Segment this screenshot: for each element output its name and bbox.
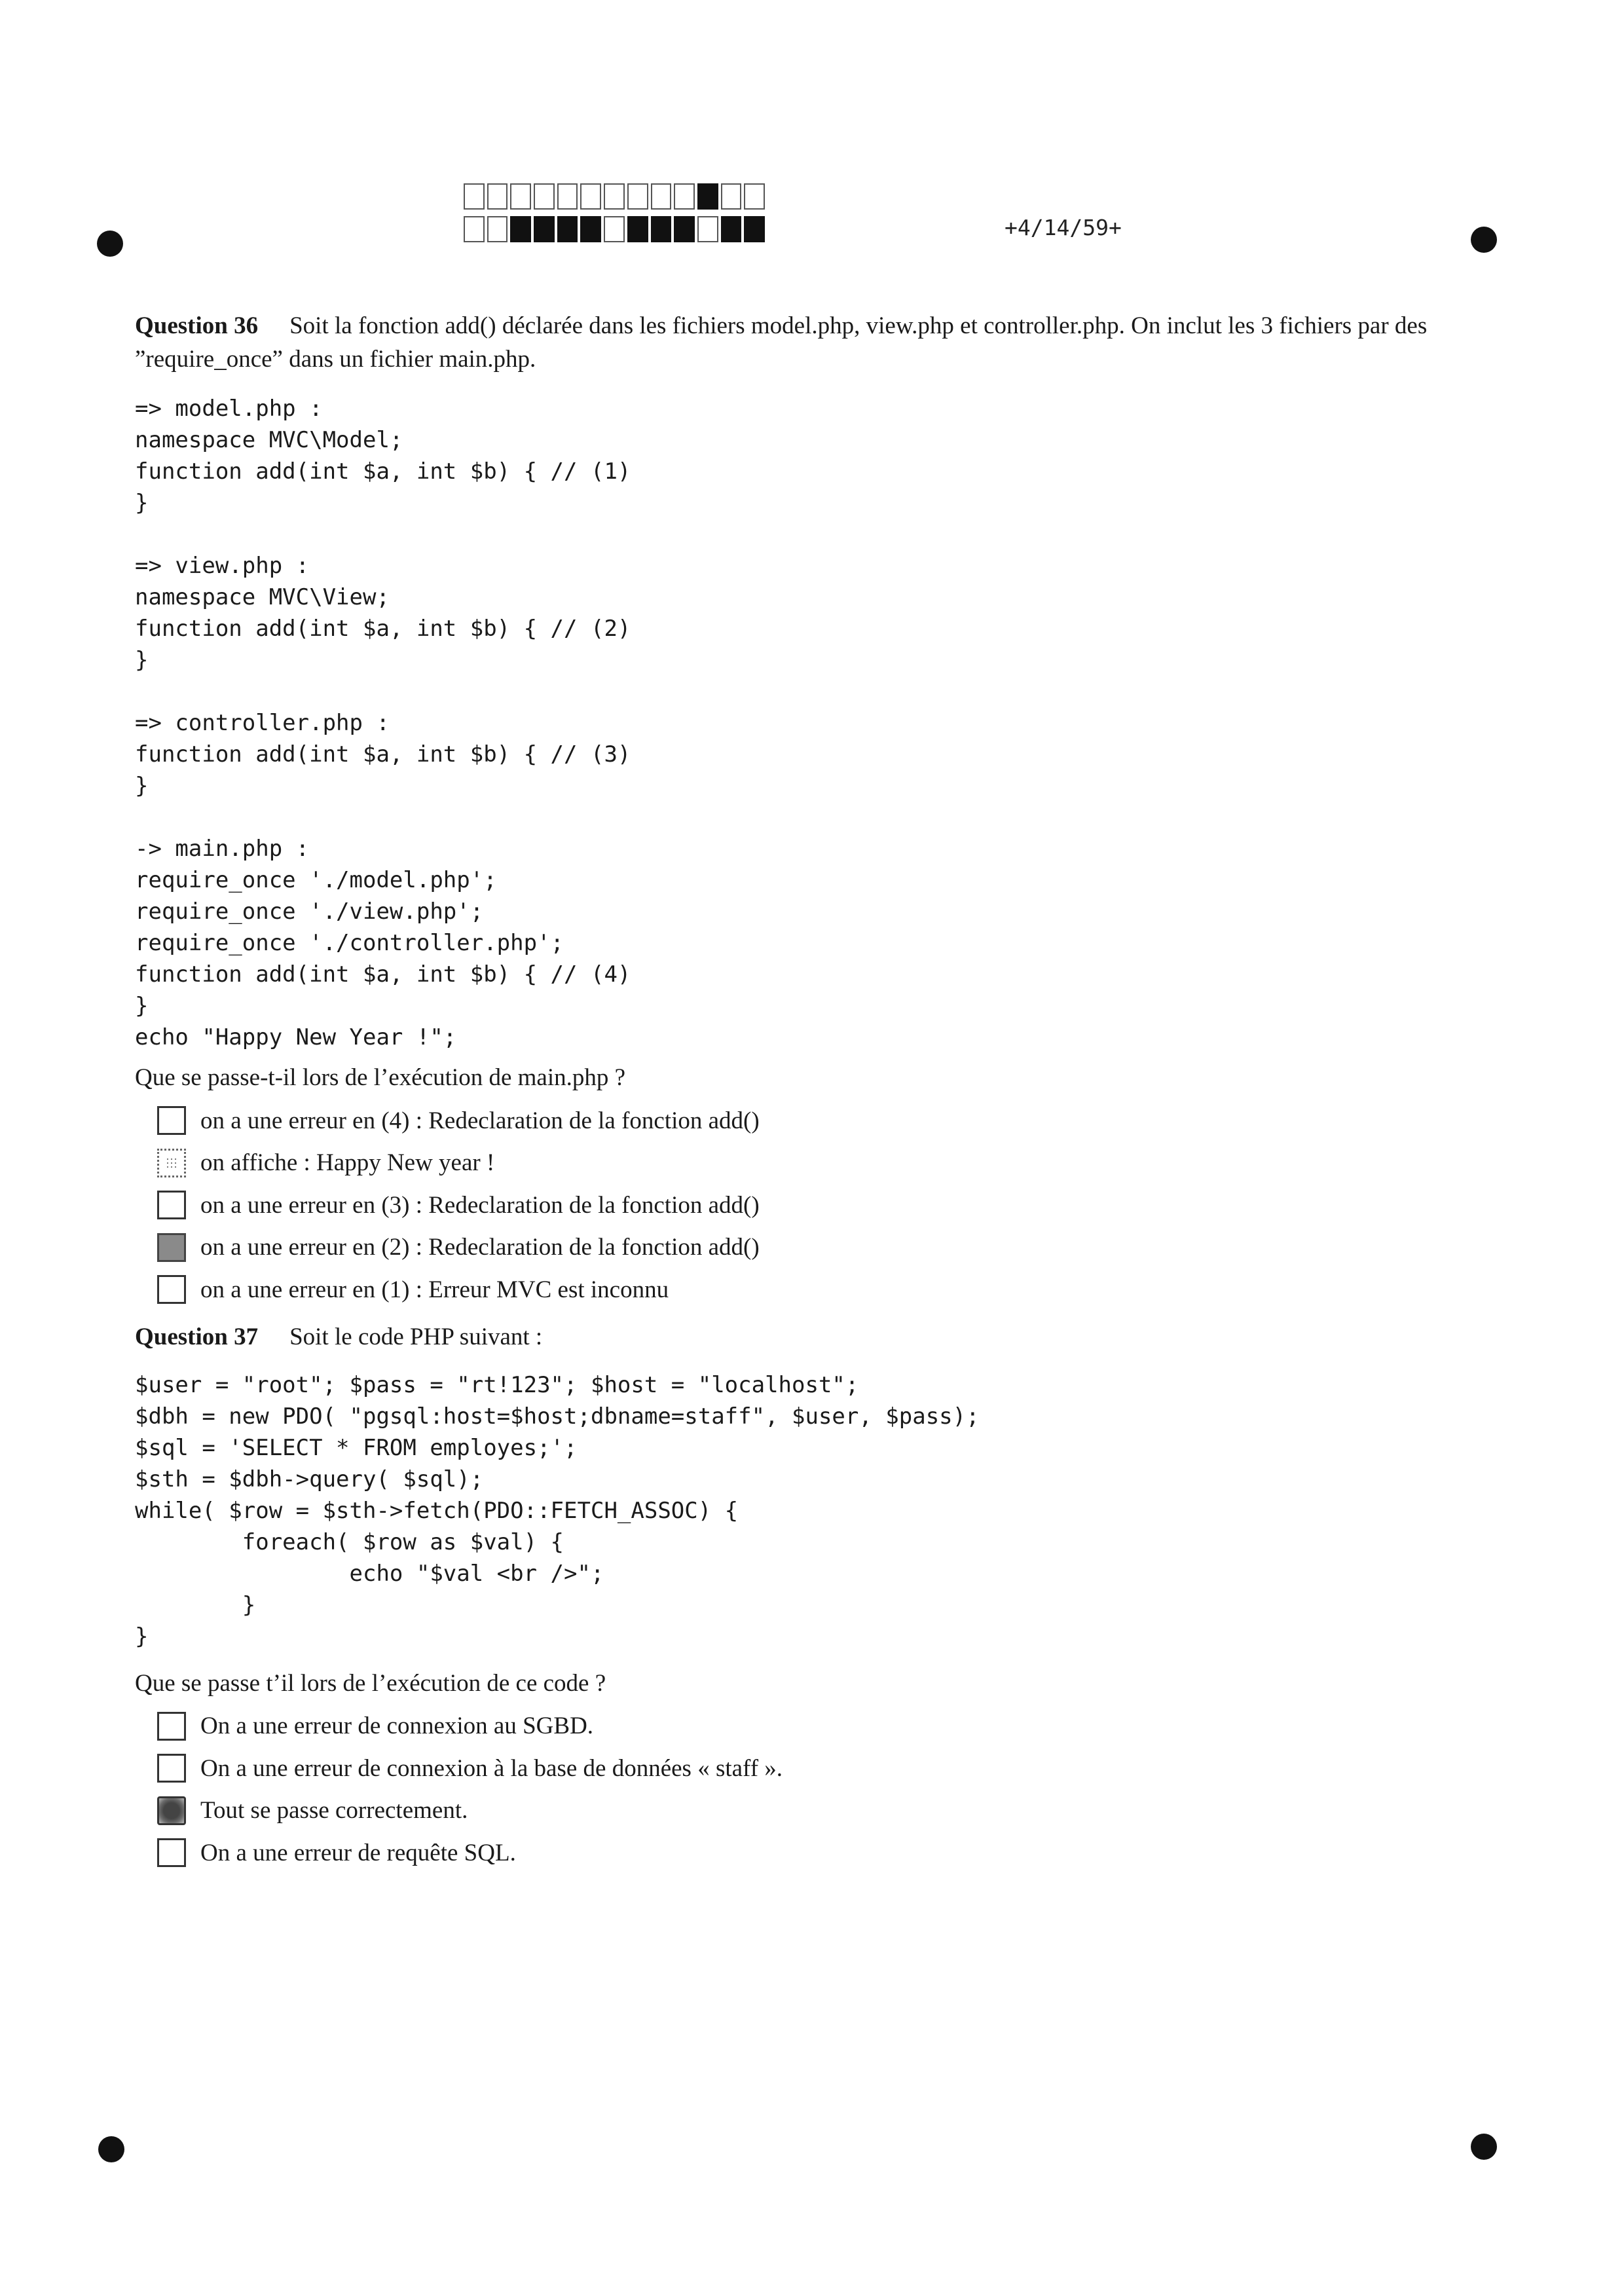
code-line: function add(int $a, int $b) { // (1) <box>135 458 631 485</box>
question-36-text: Soit la fonction add() déclarée dans les fichiers model.php, view.php et controller.php. On inclut les 3 fichiers par des ”require_once” dans un fichier main.php. <box>135 312 1428 373</box>
question-36-number: Question 36 <box>135 312 259 339</box>
question-37-number: Question 37 <box>135 1323 259 1350</box>
barcode-row-2-cell <box>580 216 601 242</box>
code-line: -> main.php : <box>135 836 310 862</box>
code-line: namespace MVC\View; <box>135 584 390 610</box>
answer-label: On a une erreur de connexion au SGBD. <box>200 1713 594 1740</box>
code-line: namespace MVC\Model; <box>135 427 403 453</box>
question-37-options <box>135 1705 1471 1874</box>
answer-option[interactable] <box>135 1227 1471 1269</box>
code-line: } <box>135 490 149 516</box>
barcode-row-1-cell <box>464 183 485 210</box>
barcode-row-2-cell <box>651 216 672 242</box>
barcode-row-2 <box>464 216 765 242</box>
barcode-row-1-cell <box>580 183 601 210</box>
code-line: function add(int $a, int $b) { // (4) <box>135 961 631 988</box>
code-line: $dbh = new PDO( "pgsql:host=$host;dbname=staff", $user, $pass); <box>135 1403 980 1430</box>
answer-checkbox[interactable] <box>157 1838 186 1867</box>
code-line <box>135 802 1471 833</box>
barcode-row-2-cell <box>464 216 485 242</box>
registration-mark-bottom-left <box>98 2136 124 2162</box>
barcode-row-1-cell <box>674 183 695 210</box>
code-line: require_once './view.php'; <box>135 898 484 925</box>
page-identifier: +4/14/59+ <box>1005 215 1122 240</box>
answer-option[interactable] <box>135 1142 1471 1185</box>
barcode-row-1-cell <box>721 183 742 210</box>
answer-label: on affiche : Happy New year ! <box>200 1149 495 1177</box>
barcode-row-2-cell <box>487 216 508 242</box>
answer-option[interactable] <box>135 1184 1471 1227</box>
page-content <box>135 309 1471 1874</box>
question-36-code <box>135 393 1471 1053</box>
answer-option[interactable] <box>135 1705 1471 1748</box>
barcode-row-1-cell <box>487 183 508 210</box>
barcode-row-1 <box>464 183 765 210</box>
code-line: } <box>135 647 149 673</box>
answer-label: on a une erreur en (2) : Redeclaration de la fonction add() <box>200 1234 760 1261</box>
registration-mark-bottom-right <box>1471 2134 1497 2160</box>
answer-label: on a une erreur en (4) : Redeclaration de la fonction add() <box>200 1107 760 1134</box>
question-37-prompt: Que se passe t’il lors de l’exécution de ce code ? <box>135 1669 606 1697</box>
question-37-statement <box>135 1320 1471 1354</box>
barcode-row-2-cell <box>510 216 531 242</box>
question-37-text: Soit le code PHP suivant : <box>289 1323 543 1350</box>
code-line: } <box>135 773 149 799</box>
barcode-row-2-cell <box>534 216 555 242</box>
registration-mark-top-right <box>1471 227 1497 253</box>
code-line: function add(int $a, int $b) { // (2) <box>135 616 631 642</box>
barcode-row-2-cell <box>744 216 765 242</box>
barcode-row-1-cell <box>510 183 531 210</box>
code-line: echo "$val <br />"; <box>135 1560 604 1587</box>
answer-option[interactable] <box>135 1747 1471 1790</box>
question-36-prompt: Que se passe-t-il lors de l’exécution de main.php ? <box>135 1064 626 1091</box>
answer-checkbox[interactable] <box>157 1106 186 1135</box>
answer-option[interactable] <box>135 1790 1471 1832</box>
barcode-row-1-cell <box>534 183 555 210</box>
question-37-code <box>135 1369 1471 1652</box>
answer-checkbox[interactable] <box>157 1712 186 1741</box>
registration-mark-top-left <box>97 231 123 257</box>
code-line: echo "Happy New Year !"; <box>135 1024 457 1050</box>
answer-checkbox[interactable] <box>157 1191 186 1219</box>
answer-option[interactable] <box>135 1268 1471 1311</box>
answer-checkbox[interactable] <box>157 1275 186 1304</box>
barcode-row-2-cell <box>674 216 695 242</box>
barcode-row-1-cell <box>651 183 672 210</box>
answer-option[interactable] <box>135 1832 1471 1874</box>
question-36-statement <box>135 309 1471 376</box>
barcode-row-1-cell <box>557 183 578 210</box>
code-line: foreach( $row as $val) { <box>135 1528 564 1555</box>
answer-label: on a une erreur en (1) : Erreur MVC est inconnu <box>200 1276 669 1303</box>
answer-checkbox[interactable] <box>157 1149 186 1177</box>
code-line: $sql = 'SELECT * FROM employes;'; <box>135 1434 578 1461</box>
page-barcode <box>464 183 765 249</box>
answer-checkbox[interactable] <box>157 1233 186 1262</box>
answer-label: on a une erreur en (3) : Redeclaration de la fonction add() <box>200 1191 760 1219</box>
answer-label: Tout se passe correctement. <box>200 1797 468 1824</box>
barcode-row-1-cell <box>627 183 648 210</box>
code-line <box>135 519 1471 550</box>
code-line: => view.php : <box>135 553 310 579</box>
code-line: } <box>135 993 149 1019</box>
code-line: while( $row = $sth->fetch(PDO::FETCH_ASSOC) { <box>135 1497 739 1524</box>
code-line: => model.php : <box>135 396 323 422</box>
answer-option[interactable] <box>135 1100 1471 1142</box>
code-line: => controller.php : <box>135 710 390 736</box>
answer-label: On a une erreur de requête SQL. <box>200 1839 516 1866</box>
code-line: function add(int $a, int $b) { // (3) <box>135 741 631 768</box>
code-line: } <box>135 1591 256 1618</box>
barcode-row-2-cell <box>604 216 625 242</box>
answer-checkbox[interactable] <box>157 1796 186 1825</box>
barcode-row-2-cell <box>627 216 648 242</box>
question-37 <box>135 1320 1471 1874</box>
barcode-row-1-cell <box>744 183 765 210</box>
barcode-row-1-cell <box>604 183 625 210</box>
code-line: } <box>135 1623 149 1650</box>
code-line: $user = "root"; $pass = "rt!123"; $host = "localhost"; <box>135 1371 859 1398</box>
question-36-options <box>135 1100 1471 1311</box>
barcode-row-2-cell <box>697 216 718 242</box>
barcode-row-1-cell <box>697 183 718 210</box>
code-line <box>135 676 1471 707</box>
answer-label: On a une erreur de connexion à la base de données « staff ». <box>200 1754 783 1782</box>
code-line: require_once './model.php'; <box>135 867 497 893</box>
barcode-row-2-cell <box>721 216 742 242</box>
code-line: $sth = $dbh->query( $sql); <box>135 1466 484 1492</box>
question-36 <box>135 309 1471 1311</box>
answer-checkbox[interactable] <box>157 1754 186 1783</box>
code-line: require_once './controller.php'; <box>135 930 564 956</box>
barcode-row-2-cell <box>557 216 578 242</box>
